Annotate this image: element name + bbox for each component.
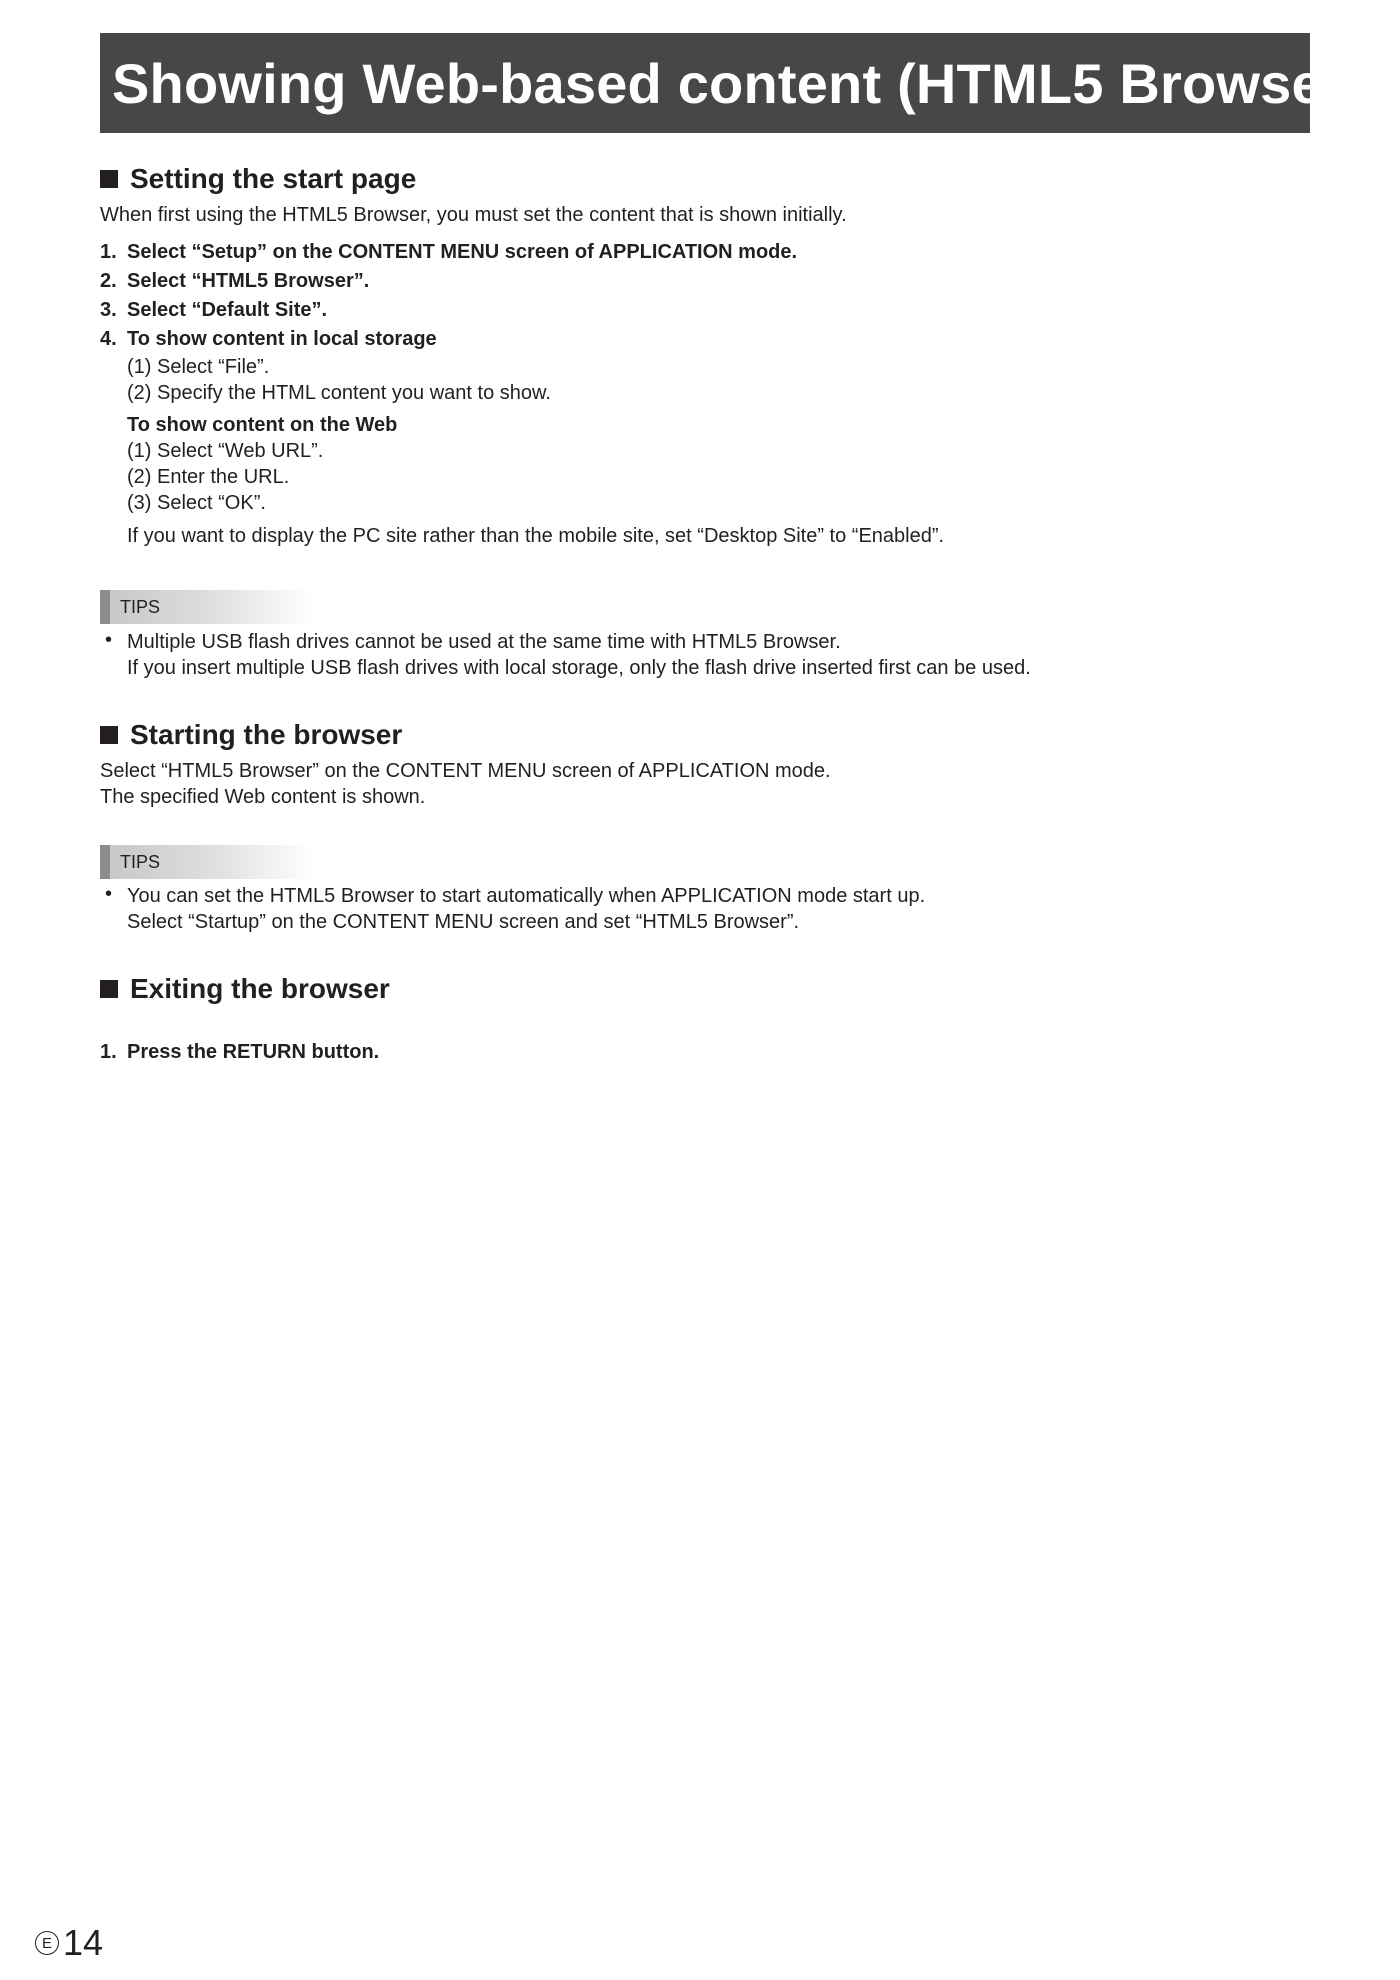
section-heading-text: Starting the browser: [130, 719, 403, 750]
section-heading-starting-browser: [100, 719, 402, 751]
section2-line2: The specified Web content is shown.: [100, 786, 426, 808]
step-4: [100, 328, 437, 351]
language-mark-icon: E: [35, 1931, 59, 1955]
section-heading-text: Setting the start page: [130, 163, 417, 194]
section-heading-exiting-browser: [100, 973, 390, 1005]
step-text: Press the RETURN button.: [127, 1041, 380, 1063]
bullet-dot-icon: •: [105, 883, 113, 905]
local-substep-2: (2) Specify the HTML content you want to show.: [127, 382, 551, 404]
step-text: Select “Default Site”.: [127, 299, 328, 321]
square-bullet-icon: [100, 726, 118, 744]
step-2: [100, 270, 369, 293]
tips1-line1: Multiple USB flash drives cannot be used at the same time with HTML5 Browser.: [127, 631, 841, 653]
step-number: 4.: [100, 328, 117, 350]
section-heading-setting-start-page: [100, 163, 416, 195]
page-title: Showing Web-based content (HTML5 Browser): [112, 51, 1364, 115]
square-bullet-icon: [100, 170, 118, 188]
tips-label: TIPS: [100, 590, 315, 624]
tips2-line1: You can set the HTML5 Browser to start automatically when APPLICATION mode start up.: [127, 885, 926, 907]
step-number: 2.: [100, 270, 117, 292]
step-text: Select “Setup” on the CONTENT MENU screen of APPLICATION mode.: [127, 241, 798, 263]
section-heading-text: Exiting the browser: [130, 973, 390, 1004]
step-number: 1.: [100, 241, 117, 263]
page-number-text: 14: [63, 1922, 104, 1963]
square-bullet-icon: [100, 980, 118, 998]
tips-label: TIPS: [100, 845, 315, 879]
section1-intro: When first using the HTML5 Browser, you must set the content that is shown initially.: [100, 204, 847, 226]
tips1-line2: If you insert multiple USB flash drives with local storage, only the flash drive inserted first can be used.: [127, 657, 1031, 679]
page-title-bar: [100, 33, 1364, 133]
local-substep-1: (1) Select “File”.: [127, 356, 270, 378]
web-substep-2: (2) Enter the URL.: [127, 466, 290, 488]
exit-step-1: [100, 1041, 379, 1064]
page-number: [35, 1922, 103, 1964]
step-text: Select “HTML5 Browser”.: [127, 270, 370, 292]
desktop-site-note: If you want to display the PC site rather than the mobile site, set “Desktop Site” to “Enabled”.: [127, 525, 945, 547]
step-number: 1.: [100, 1041, 117, 1063]
step-3: [100, 299, 327, 322]
web-substep-1: (1) Select “Web URL”.: [127, 440, 324, 462]
step-1: [100, 241, 797, 264]
step-number: 3.: [100, 299, 117, 321]
section2-line1: Select “HTML5 Browser” on the CONTENT MENU screen of APPLICATION mode.: [100, 760, 831, 782]
bullet-dot-icon: •: [105, 629, 113, 651]
step-text: To show content in local storage: [127, 328, 437, 350]
tips2-line2: Select “Startup” on the CONTENT MENU screen and set “HTML5 Browser”.: [127, 911, 800, 933]
web-substep-3: (3) Select “OK”.: [127, 492, 266, 514]
web-heading: To show content on the Web: [127, 414, 398, 436]
